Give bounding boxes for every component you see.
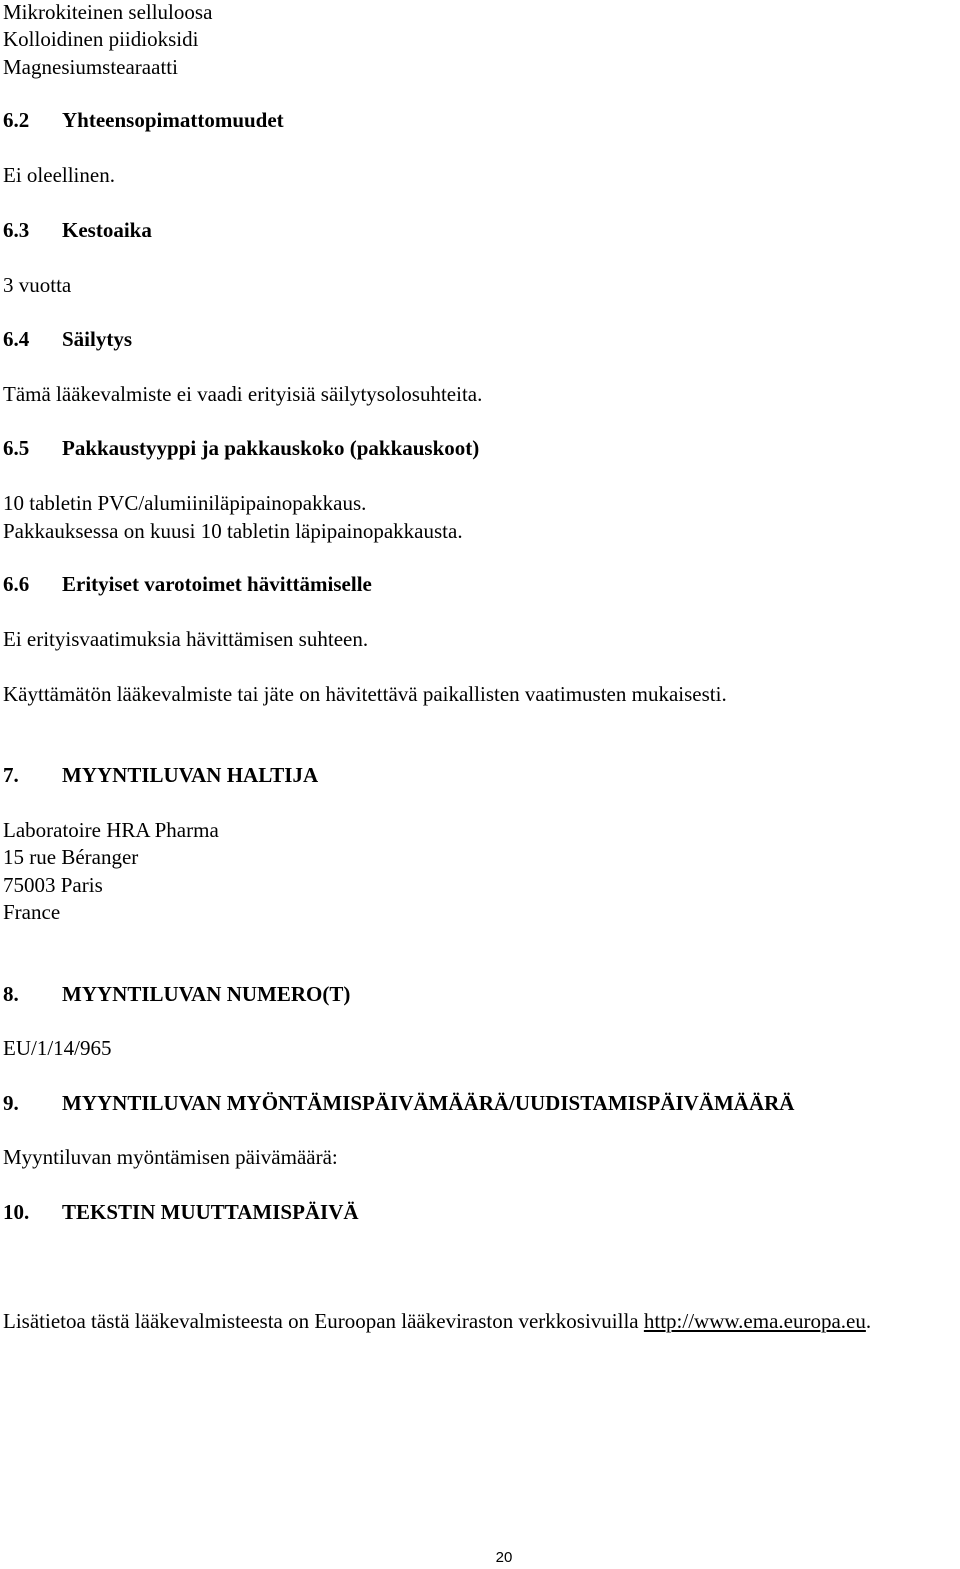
section-7-title: MYYNTILUVAN HALTIJA xyxy=(62,763,319,787)
section-9-title: MYYNTILUVAN MYÖNTÄMISPÄIVÄMÄÄRÄ/UUDISTAMISPÄIVÄMÄÄRÄ xyxy=(62,1091,795,1115)
section-10-number: 10. xyxy=(3,1200,30,1224)
section-6-2-heading xyxy=(3,110,284,131)
section-6-2-title: Yhteensopimattomuudet xyxy=(62,108,284,132)
section-7-number: 7. xyxy=(3,763,19,787)
section-10-heading xyxy=(3,1202,359,1223)
excipient-line-2: Kolloidinen piidioksidi xyxy=(3,27,199,51)
excipient-line-1: Mikrokiteinen selluloosa xyxy=(3,0,213,24)
section-6-4-text: Tämä lääkevalmiste ei vaadi erityisiä säilytysolosuhteita. xyxy=(3,382,483,406)
ema-website-link[interactable]: http://www.ema.europa.eu xyxy=(643,1309,866,1333)
holder-street: 15 rue Béranger xyxy=(3,845,139,869)
section-6-6-line-2: Käyttämätön lääkevalmiste tai jäte on hävitettävä paikallisten vaatimusten mukaisesti. xyxy=(3,682,727,706)
section-6-4-heading xyxy=(3,329,132,350)
page-number: 20 xyxy=(495,1549,513,1566)
more-info-period: . xyxy=(865,1309,872,1333)
section-6-3-text: 3 vuotta xyxy=(3,273,72,297)
section-6-5-number: 6.5 xyxy=(3,436,30,460)
section-8-heading xyxy=(3,984,350,1005)
holder-company: Laboratoire HRA Pharma xyxy=(3,818,219,842)
excipient-line-3: Magnesiumstearaatti xyxy=(3,55,178,79)
section-6-3-number: 6.3 xyxy=(3,218,30,242)
section-6-6-number: 6.6 xyxy=(3,572,30,596)
section-9-text: Myyntiluvan myöntämisen päivämäärä: xyxy=(3,1145,338,1169)
section-6-5-title: Pakkaustyyppi ja pakkauskoko (pakkauskoot) xyxy=(62,436,480,460)
authorisation-number: EU/1/14/965 xyxy=(3,1036,112,1060)
section-6-4-number: 6.4 xyxy=(3,327,30,351)
section-6-5-heading xyxy=(3,438,479,459)
section-6-6-line-1: Ei erityisvaatimuksia hävittämisen suhteen. xyxy=(3,627,369,651)
section-9-number: 9. xyxy=(3,1091,19,1115)
section-8-title: MYYNTILUVAN NUMERO(T) xyxy=(62,982,351,1006)
more-info-text: Lisätietoa tästä lääkevalmisteesta on Euroopan lääkeviraston verkkosivuilla xyxy=(3,1309,644,1333)
section-6-5-line-2: Pakkauksessa on kuusi 10 tabletin läpipainopakkausta. xyxy=(3,519,463,543)
section-6-4-title: Säilytys xyxy=(62,327,133,351)
holder-country: France xyxy=(3,900,61,924)
section-6-6-heading xyxy=(3,574,372,595)
section-8-number: 8. xyxy=(3,982,19,1006)
more-info-line xyxy=(3,1311,871,1332)
section-6-3-heading xyxy=(3,220,152,241)
section-7-heading xyxy=(3,765,318,786)
section-6-6-title: Erityiset varotoimet hävittämiselle xyxy=(62,572,372,596)
section-6-2-text: Ei oleellinen. xyxy=(3,163,115,187)
section-6-3-title: Kestoaika xyxy=(62,218,152,242)
section-10-title: TEKSTIN MUUTTAMISPÄIVÄ xyxy=(62,1200,359,1224)
holder-city: 75003 Paris xyxy=(3,873,103,897)
section-6-2-number: 6.2 xyxy=(3,108,30,132)
section-9-heading xyxy=(3,1093,794,1114)
section-6-5-line-1: 10 tabletin PVC/alumiiniläpipainopakkaus. xyxy=(3,491,367,515)
